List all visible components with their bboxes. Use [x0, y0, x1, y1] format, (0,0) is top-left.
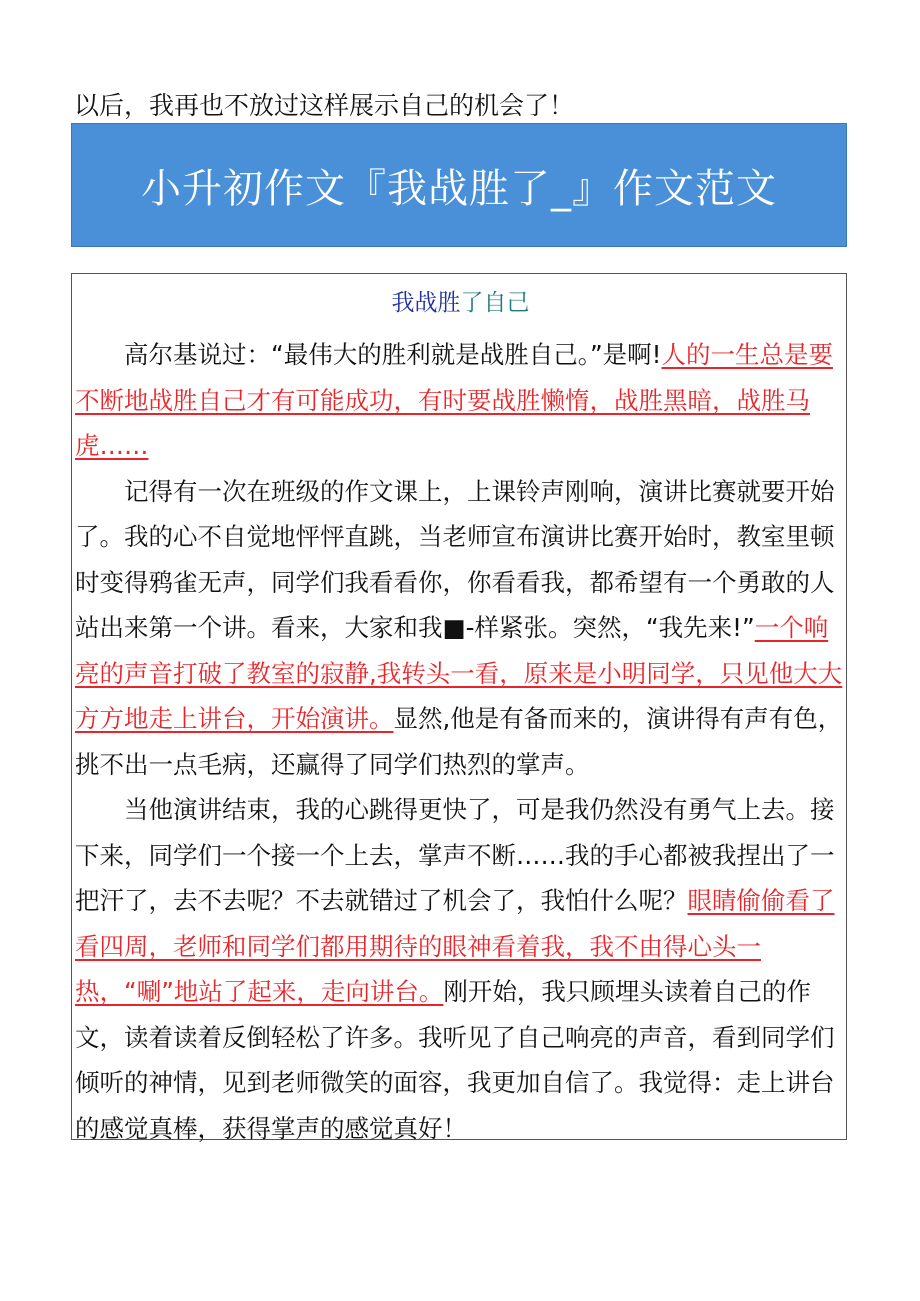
essay-paragraph-1 — [75, 332, 845, 469]
essay-title-part2: 了自己 — [460, 290, 530, 316]
paragraph-text: 显然,他是有备而来的，演讲得有声有色，挑不出一点毛病，还赢得了同学们热烈的掌声。 — [75, 704, 843, 779]
essay-title-part1: 我战胜 — [391, 290, 461, 316]
essay-paragraph-3 — [75, 787, 845, 1151]
essay-title — [75, 286, 846, 320]
banner-title: 小升初作文『我战胜了_』作文范文 — [141, 165, 777, 212]
closing-line: 以后，我再也不放过这样展示自己的机会了！ — [74, 91, 575, 120]
paragraph-text: 记得有一次在班级的作文课上，上课铃声刚响，演讲比赛就要开始了。我的心不自觉地怦怦直跳，当老师宣布演讲比赛开始时，教室里顿时变得鸦雀无声，同学们我看看你，你看看我，都希望有一个勇敢的人站出来第一个讲。看来，大家和我■-样紧张。突然，“我先来!” — [75, 476, 835, 642]
highlighted-sentence: 一个响亮的声音打破了教室的寂静,我转头一看，原来是小明同学，只见他大大方方地走上讲台，开始演讲。 — [75, 613, 843, 733]
essay-paragraph-2 — [75, 469, 845, 788]
paragraph-text: 刚开始，我只顾埋头读着自己的作文，读着读着反倒轻松了许多。我听见了自己响亮的声音，看到同学们倾听的神情，见到老师微笑的面容，我更加自信了。我觉得：走上讲台的感觉真棒，获得掌声的感觉真好！ — [75, 977, 835, 1143]
highlighted-sentence: 人的一生总是要不断地战胜自己才有可能成功，有时要战胜懒惰，战胜黑暗，战胜马虎…… — [75, 340, 833, 460]
paragraph-text: 当他演讲结束，我的心跳得更快了，可是我仍然没有勇气上去。接下来，同学们一个接一个上去，掌声不断……我的手心都被我捏出了一把汗了，去不去呢？不去就错过了机会了，我怕什么呢？ — [75, 795, 835, 915]
essay-box — [71, 273, 847, 1143]
highlighted-sentence: 眼睛偷偷看了看四周，老师和同学们都用期待的眼神看着我，我不由得心头一热，“唰”地站了起来，走向讲台。 — [75, 886, 835, 1006]
title-banner — [71, 123, 847, 247]
paragraph-text: 高尔基说过：“最伟大的胜利就是战胜自己。”是啊! — [124, 340, 662, 369]
